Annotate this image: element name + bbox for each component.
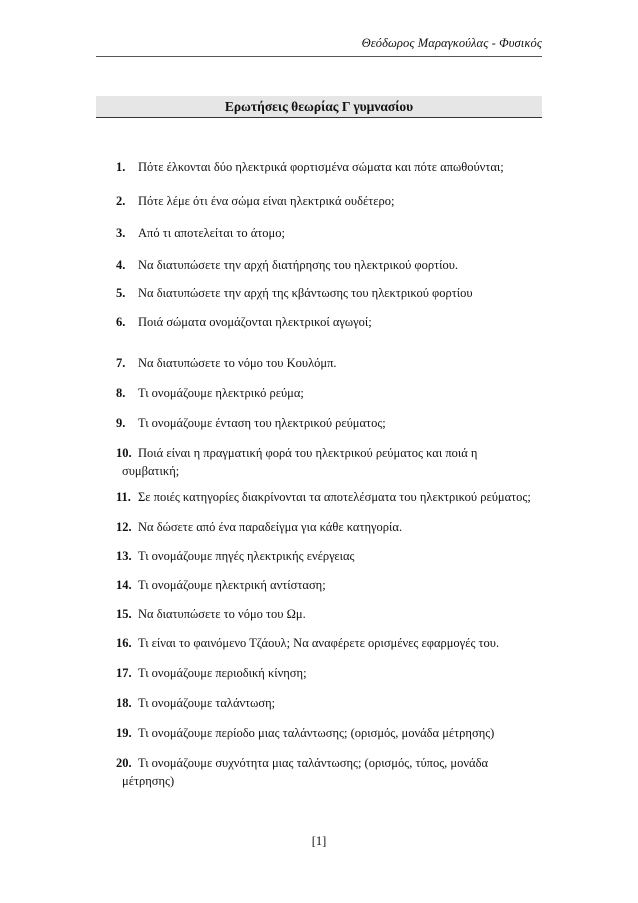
question-text: Τι ονομάζουμε ηλεκτρική αντίσταση; — [138, 578, 326, 592]
question-number: 8. — [116, 386, 126, 400]
question-number: 5. — [116, 286, 126, 300]
question-item — [116, 384, 546, 402]
question-text: Σε ποιές κατηγορίες διακρίνονται τα αποτελέσματα του ηλεκτρικού ρεύματος; — [138, 490, 531, 504]
question-item — [116, 192, 546, 210]
question-item — [116, 444, 546, 480]
question-text: Τι ονομάζουμε περιοδική κίνηση; — [138, 666, 307, 680]
question-number: 18. — [116, 696, 132, 710]
question-text: Να δώσετε από ένα παραδείγμα για κάθε κατηγορία. — [138, 520, 403, 534]
question-number: 15. — [116, 607, 132, 621]
question-number: 17. — [116, 666, 132, 680]
question-item — [116, 256, 546, 274]
question-text: Πότε λέμε ότι ένα σώμα είναι ηλεκτρικά ουδέτερο; — [138, 194, 395, 208]
question-item — [116, 224, 546, 242]
question-text: Από τι αποτελείται το άτομο; — [138, 226, 285, 240]
page-number: [1] — [311, 834, 327, 848]
question-number: 9. — [116, 416, 126, 430]
question-item — [116, 724, 546, 742]
question-item — [116, 414, 546, 432]
question-item — [116, 158, 546, 176]
page-header: Θεόδωρος Μαραγκούλας - Φυσικός — [361, 36, 542, 50]
question-item — [116, 754, 546, 790]
question-number: 19. — [116, 726, 132, 740]
question-text: Πότε έλκονται δύο ηλεκτρικά φορτισμένα σώματα και πότε απωθούνται; — [138, 160, 504, 174]
question-text-continued: μέτρησης) — [122, 774, 175, 788]
question-item — [116, 605, 546, 623]
question-number: 4. — [116, 258, 126, 272]
question-number: 13. — [116, 549, 132, 563]
question-item — [116, 518, 546, 536]
question-text: Τι είναι το φαινόμενο Τζάουλ; Να αναφέρετε ορισμένες εφαρμογές του. — [138, 636, 500, 650]
question-number: 16. — [116, 636, 132, 650]
question-number: 20. — [116, 756, 132, 770]
question-text: Να διατυπώσετε την αρχή διατήρησης του ηλεκτρικού φορτίου. — [138, 258, 459, 272]
question-number: 14. — [116, 578, 132, 592]
question-text: Τι ονομάζουμε πηγές ηλεκτρικής ενέργειας — [138, 549, 355, 563]
question-text: Να διατυπώσετε την αρχή της κβάντωσης του ηλεκτρικού φορτίου — [138, 286, 473, 300]
question-text: Να διατυπώσετε το νόμο του Ωμ. — [138, 607, 306, 621]
question-number: 1. — [116, 160, 126, 174]
question-number: 3. — [116, 226, 126, 240]
question-text: Ποιά σώματα ονομάζονται ηλεκτρικοί αγωγοί; — [138, 315, 372, 329]
question-text: Τι ονομάζουμε περίοδο μιας ταλάντωσης; (ορισμός, μονάδα μέτρησης) — [138, 726, 495, 740]
question-text: Να διατυπώσετε το νόμο του Κουλόμπ. — [138, 356, 337, 370]
question-text: Τι ονομάζουμε ηλεκτρικό ρεύμα; — [138, 386, 304, 400]
header-rule — [96, 56, 542, 57]
question-item — [116, 694, 546, 712]
question-text: Τι ονομάζουμε συχνότητα μιας ταλάντωσης; (ορισμός, τύπος, μονάδα — [138, 756, 489, 770]
question-item — [116, 634, 546, 652]
question-text: Ποιά είναι η πραγματική φορά του ηλεκτρικού ρεύματος και ποιά η — [138, 446, 478, 460]
question-number: 10. — [116, 446, 132, 460]
question-item — [116, 284, 546, 302]
question-number: 7. — [116, 356, 126, 370]
question-number: 12. — [116, 520, 132, 534]
question-text: Τι ονομάζουμε ένταση του ηλεκτρικού ρεύματος; — [138, 416, 386, 430]
question-item — [116, 576, 546, 594]
document-title: Ερωτήσεις θεωρίας Γ γυμνασίου — [96, 96, 542, 118]
question-item — [116, 488, 546, 506]
question-item — [116, 354, 546, 372]
question-item — [116, 313, 546, 331]
question-item — [116, 547, 546, 565]
question-number: 6. — [116, 315, 126, 329]
question-number: 11. — [116, 490, 131, 504]
question-item — [116, 664, 546, 682]
question-number: 2. — [116, 194, 126, 208]
question-text-continued: συμβατική; — [122, 464, 180, 478]
question-text: Τι ονομάζουμε ταλάντωση; — [138, 696, 276, 710]
